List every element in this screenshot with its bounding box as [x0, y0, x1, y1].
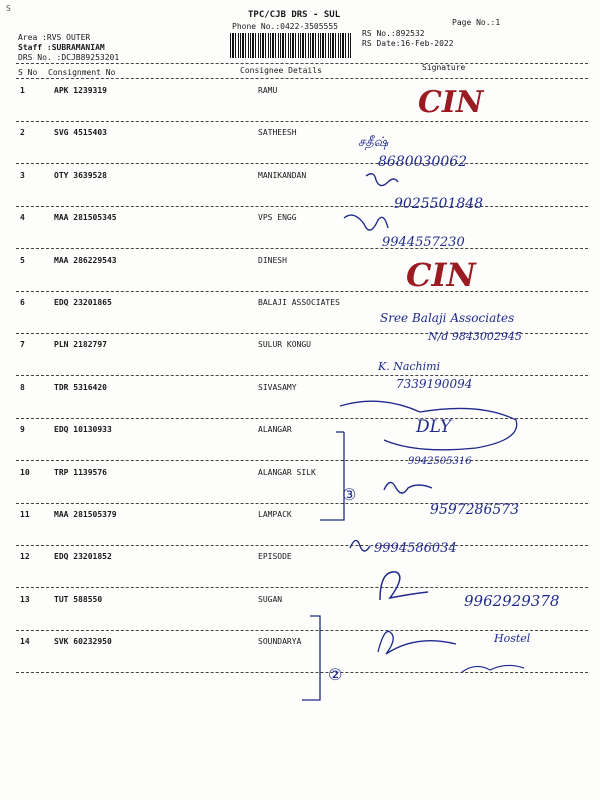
row-consignee: SUGAN — [258, 594, 283, 604]
row-sno: 8 — [20, 382, 25, 392]
row-consignment: EDQ 23201852 — [54, 552, 112, 562]
row-consignee: MANIKANDAN — [258, 170, 307, 180]
row-sno: 9 — [20, 425, 25, 435]
row-consignment: TDR 5316420 — [54, 382, 107, 392]
page-number: Page No.:1 — [452, 18, 501, 27]
row-sno: 7 — [20, 340, 25, 350]
hw-r7a: K. Nachimi — [378, 360, 441, 373]
row-sno: 2 — [20, 128, 25, 138]
hw-r3: 9025501848 — [394, 196, 484, 212]
row-consignment: TUT 588550 — [54, 594, 103, 604]
row-consignee: RAMU — [258, 86, 278, 95]
hw-r9: 9942505316 — [408, 456, 472, 467]
row-consignment: MAA 281505345 — [54, 213, 117, 223]
hw-r8: DLY — [416, 417, 452, 437]
row-sno: 14 — [20, 637, 30, 647]
hw-r10-sign — [384, 482, 432, 493]
row-consignee: SOUNDARYA — [258, 637, 302, 647]
row-consignee: ALANGAR — [258, 425, 292, 435]
hw-r10a: ③ — [342, 485, 357, 504]
row-consignee: BALAJI ASSOCIATES — [258, 298, 340, 307]
row-consignee: ALANGAR SILK — [258, 467, 316, 477]
row-consignee: DINESH — [258, 255, 287, 265]
document-title: TPC/CJB DRS - SUL — [248, 10, 341, 20]
row-consignee: SIVASAMY — [258, 382, 297, 392]
row-consignment: SVK 60232950 — [54, 637, 112, 647]
row-sno: 10 — [20, 467, 30, 477]
hw-r14: ② — [328, 665, 343, 684]
row-consignment: MAA 286229543 — [54, 255, 117, 265]
row-consignee: SATHEESH — [258, 128, 297, 138]
hw-r7b: 7339190094 — [396, 377, 473, 391]
row-sno: 1 — [20, 86, 25, 95]
phone-number: Phone No.:0422-3505555 — [232, 22, 338, 31]
col-consignment: Consignment No — [48, 68, 116, 77]
staff-label: Staff :SUBRAMANIAM — [18, 43, 105, 52]
scan-mark: S — [6, 4, 11, 13]
hw-r12-sign — [380, 572, 428, 600]
row-consignment: APK 1239319 — [54, 86, 107, 95]
row-sno: 12 — [20, 552, 30, 562]
hw-r4-sign — [344, 215, 388, 230]
rs-date: RS Date:16-Feb-2022 — [362, 39, 454, 48]
hw-r3-sign — [366, 174, 398, 186]
row-consignment: EDQ 10130933 — [54, 425, 112, 435]
hw-r6b: N/d 9843002945 — [428, 330, 522, 343]
row-sno: 11 — [20, 510, 30, 519]
hw-r5: CIN — [406, 256, 476, 294]
hw-r10b: 9597286573 — [430, 502, 520, 518]
row-consignment: OTY 3639528 — [54, 170, 107, 180]
hw-r14-scribble — [462, 665, 524, 672]
hw-r11: 9994586034 — [374, 541, 457, 556]
row-sno: 3 — [20, 170, 25, 180]
row-consignment: TRP 1139576 — [54, 467, 107, 477]
hw-r12: 9962929378 — [464, 592, 560, 610]
col-signature: Signature — [422, 63, 466, 72]
row-consignment: PLN 2182797 — [54, 340, 107, 350]
row-consignee: LAMPACK — [258, 510, 292, 519]
col-sno: S No — [18, 68, 38, 77]
row-consignee: SULUR KONGU — [258, 340, 311, 350]
hw-r11-sign — [350, 540, 370, 551]
hw-r13: Hostel — [494, 632, 531, 645]
row-consignment: SVG 4515403 — [54, 128, 107, 138]
rs-number: RS No.:892532 — [362, 29, 425, 38]
hw-r13-sign — [378, 631, 456, 654]
row-sno: 5 — [20, 255, 25, 265]
hw-r2b: 8680030062 — [378, 154, 468, 170]
row-consignment: EDQ 23201865 — [54, 298, 112, 307]
hw-r6a: Sree Balaji Associates — [380, 311, 515, 325]
hw-bracket-a — [320, 432, 344, 520]
row-consignment: MAA 281505379 — [54, 510, 117, 519]
hw-r1: CIN — [418, 85, 484, 120]
hw-r2a: சதீஷ் — [358, 135, 389, 150]
col-consignee: Consignee Details — [240, 66, 322, 75]
row-sno: 4 — [20, 213, 25, 223]
hw-r4: 9944557230 — [382, 235, 465, 250]
row-consignee: EPISODE — [258, 552, 292, 562]
row-consignee: VPS ENGG — [258, 213, 297, 223]
row-sno: 13 — [20, 594, 30, 604]
drs-number: DRS No. :DCJB89253201 — [18, 53, 120, 62]
row-sno: 6 — [20, 298, 25, 307]
hw-bracket-b — [302, 616, 320, 700]
area-label: Area :RVS OUTER — [18, 33, 91, 42]
